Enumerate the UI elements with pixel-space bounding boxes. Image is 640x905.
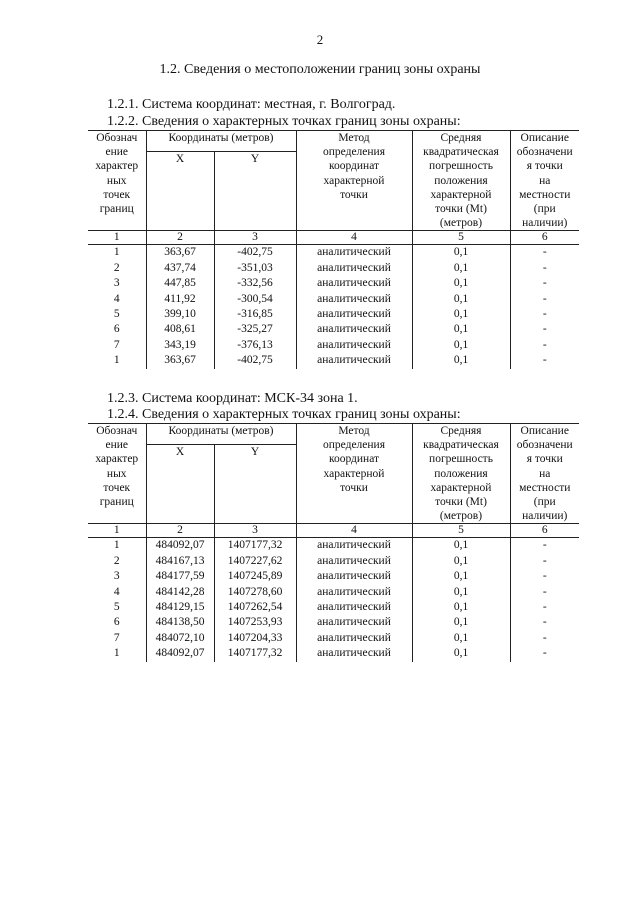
header-line: Описание (520, 425, 569, 437)
cell-x: 411,92 (146, 292, 214, 307)
cell-desc: - (542, 261, 547, 274)
cell-err: 0,1 (412, 261, 510, 276)
column-number: 1 (88, 524, 146, 538)
cell-n: 4 (88, 292, 146, 307)
cell-x: 484167,13 (146, 554, 214, 569)
cell-desc: - (542, 631, 547, 644)
header-line: границ (99, 203, 134, 216)
header-line: ных (106, 467, 127, 480)
header-line: точки (Mt) (435, 496, 487, 509)
header-line: погрешность (429, 453, 493, 466)
cell-x: 484092,07 (146, 538, 214, 554)
header-line: определения (322, 146, 385, 159)
column-number: 3 (214, 231, 296, 245)
cell-method: аналитический (296, 615, 412, 630)
cell-y: -402,75 (214, 245, 296, 261)
header-line: координат (328, 453, 380, 466)
header-line: точки (Mt) (435, 203, 487, 216)
header-line: я точки (526, 453, 563, 466)
cell-method: аналитический (296, 292, 412, 307)
table-row (88, 600, 579, 615)
cell-x: 363,67 (146, 353, 214, 368)
cell-desc: - (542, 292, 547, 305)
cell-method: аналитический (296, 322, 412, 337)
cell-y: 1407204,33 (214, 631, 296, 646)
column-number: 2 (146, 231, 214, 245)
cell-method: аналитический (296, 554, 412, 569)
header-line: наличии) (522, 510, 568, 523)
header-line: характер (95, 453, 139, 466)
cell-err: 0,1 (412, 615, 510, 630)
header-line: точки (340, 188, 368, 201)
header-line: (при (533, 496, 556, 509)
table-row (88, 338, 579, 353)
header-line: Метод (338, 132, 370, 144)
cell-x: 484138,50 (146, 615, 214, 630)
table-row (88, 322, 579, 337)
cell-x: 484177,59 (146, 569, 214, 584)
cell-err: 0,1 (412, 554, 510, 569)
header-line: характер (95, 160, 139, 173)
column-number: 3 (214, 524, 296, 538)
cell-x: 447,85 (146, 276, 214, 291)
cell-n: 7 (88, 631, 146, 646)
cell-x: 484072,10 (146, 631, 214, 646)
cell-err: 0,1 (412, 538, 510, 554)
cell-n: 1 (88, 538, 146, 554)
table-row (88, 353, 579, 368)
cell-desc: - (542, 277, 547, 290)
column-number: 5 (412, 231, 510, 245)
header-line: на (539, 174, 551, 187)
cell-method: аналитический (296, 631, 412, 646)
header-x-spacer (146, 172, 214, 231)
header-line: Метод (338, 425, 370, 437)
cell-err: 0,1 (412, 585, 510, 600)
header-line: характерной (430, 188, 492, 201)
table-row (88, 307, 579, 322)
header-line: координат (328, 160, 380, 173)
cell-method: аналитический (296, 600, 412, 615)
header-line: на (539, 467, 551, 480)
cell-desc: - (542, 616, 547, 629)
cell-desc: - (542, 570, 547, 583)
cell-err: 0,1 (412, 646, 510, 661)
points-heading-1: 1.2.2. Сведения о характерных точках границ зоны охраны: (107, 114, 461, 129)
header-description (510, 424, 579, 524)
cell-x: 484092,07 (146, 646, 214, 661)
header-line: характерной (430, 481, 492, 494)
header-line: (метров) (439, 217, 483, 230)
cell-desc: - (542, 554, 547, 567)
column-number: 1 (88, 231, 146, 245)
cell-n: 2 (88, 554, 146, 569)
cell-y: -325,27 (214, 322, 296, 337)
header-line: наличии) (522, 217, 568, 230)
cell-desc: - (542, 647, 547, 660)
table-row (88, 538, 579, 554)
cell-y: -402,75 (214, 353, 296, 368)
table-row (88, 245, 579, 261)
cell-method: аналитический (296, 569, 412, 584)
header-line: местности (519, 481, 571, 494)
header-line: положения (434, 174, 488, 187)
cell-err: 0,1 (412, 569, 510, 584)
cell-desc: - (542, 585, 547, 598)
cell-x: 343,19 (146, 338, 214, 353)
column-number: 4 (296, 231, 412, 245)
table-row (88, 261, 579, 276)
column-number: 6 (510, 231, 579, 245)
header-x: X (146, 152, 214, 173)
table-row (88, 276, 579, 291)
cell-n: 6 (88, 322, 146, 337)
cell-x: 399,10 (146, 307, 214, 322)
table-row (88, 569, 579, 584)
header-error (412, 424, 510, 524)
header-line: ение (105, 146, 129, 159)
cell-x: 484129,15 (146, 600, 214, 615)
header-line: обозначени (516, 146, 573, 159)
cell-err: 0,1 (412, 322, 510, 337)
coordinates-table-1 (88, 130, 579, 369)
cell-method: аналитический (296, 307, 412, 322)
cell-method: аналитический (296, 353, 412, 368)
cell-n: 1 (88, 245, 146, 261)
cell-method: аналитический (296, 276, 412, 291)
cell-method: аналитический (296, 646, 412, 661)
header-line: квадратическая (423, 146, 499, 159)
header-line: Описание (520, 132, 569, 144)
cell-x: 408,61 (146, 322, 214, 337)
cell-method: аналитический (296, 338, 412, 353)
cell-y: -316,85 (214, 307, 296, 322)
cell-y: 1407177,32 (214, 538, 296, 554)
header-method (296, 424, 412, 524)
header-designation (88, 131, 146, 231)
header-y: Y (214, 445, 296, 466)
cell-err: 0,1 (412, 292, 510, 307)
table-row (88, 615, 579, 630)
coordinate-system-1: 1.2.1. Система координат: местная, г. Волгоград. (107, 97, 396, 112)
cell-n: 6 (88, 615, 146, 630)
cell-n: 5 (88, 307, 146, 322)
cell-y: 1407253,93 (214, 615, 296, 630)
cell-y: 1407227,62 (214, 554, 296, 569)
cell-err: 0,1 (412, 338, 510, 353)
table-row (88, 292, 579, 307)
cell-y: 1407177,32 (214, 646, 296, 661)
cell-x: 363,67 (146, 245, 214, 261)
header-x: X (146, 445, 214, 466)
table-row (88, 585, 579, 600)
header-line: ение (105, 439, 129, 452)
header-line: характерной (323, 174, 385, 187)
header-coordinates: Координаты (метров) (146, 424, 296, 445)
header-line: положения (434, 467, 488, 480)
header-line: квадратическая (423, 439, 499, 452)
header-coordinates: Координаты (метров) (146, 131, 296, 152)
cell-err: 0,1 (412, 600, 510, 615)
cell-method: аналитический (296, 538, 412, 554)
header-line: точек (103, 188, 131, 201)
cell-y: -351,03 (214, 261, 296, 276)
header-y: Y (214, 152, 296, 173)
header-x-spacer (146, 465, 214, 524)
header-line: Обознач (96, 132, 138, 144)
header-line: я точки (526, 160, 563, 173)
cell-desc: - (542, 246, 547, 259)
cell-n: 2 (88, 261, 146, 276)
header-description (510, 131, 579, 231)
header-designation (88, 424, 146, 524)
cell-n: 7 (88, 338, 146, 353)
cell-n: 4 (88, 585, 146, 600)
cell-x: 437,74 (146, 261, 214, 276)
cell-err: 0,1 (412, 307, 510, 322)
cell-err: 0,1 (412, 245, 510, 261)
cell-desc: - (542, 601, 547, 614)
header-line: Средняя (440, 425, 482, 437)
header-line: Обознач (96, 425, 138, 437)
header-error (412, 131, 510, 231)
table-row (88, 554, 579, 569)
cell-n: 1 (88, 353, 146, 368)
header-line: точек (103, 481, 131, 494)
cell-y: 1407245,89 (214, 569, 296, 584)
cell-y: 1407278,60 (214, 585, 296, 600)
cell-method: аналитический (296, 585, 412, 600)
header-y-spacer (214, 465, 296, 524)
cell-n: 5 (88, 600, 146, 615)
page-title: 1.2. Сведения о местоположении границ зоны охраны (159, 62, 481, 77)
header-method (296, 131, 412, 231)
header-line: определения (322, 439, 385, 452)
cell-y: -376,13 (214, 338, 296, 353)
header-line: Средняя (440, 132, 482, 144)
header-line: (при (533, 203, 556, 216)
cell-desc: - (542, 308, 547, 321)
column-number: 5 (412, 524, 510, 538)
header-y-spacer (214, 172, 296, 231)
header-line: обозначени (516, 439, 573, 452)
column-number: 6 (510, 524, 579, 538)
header-line: точки (340, 481, 368, 494)
cell-method: аналитический (296, 261, 412, 276)
cell-err: 0,1 (412, 631, 510, 646)
header-line: местности (519, 188, 571, 201)
coordinate-system-2: 1.2.3. Система координат: МСК-34 зона 1. (107, 391, 358, 406)
cell-y: 1407262,54 (214, 600, 296, 615)
coordinates-table-2 (88, 423, 579, 662)
header-line: характерной (323, 467, 385, 480)
cell-desc: - (542, 539, 547, 552)
cell-x: 484142,28 (146, 585, 214, 600)
table-row (88, 631, 579, 646)
cell-desc: - (542, 323, 547, 336)
cell-n: 3 (88, 276, 146, 291)
header-line: (метров) (439, 510, 483, 523)
cell-n: 1 (88, 646, 146, 661)
table-row (88, 646, 579, 661)
column-number: 2 (146, 524, 214, 538)
page-number: 2 (316, 32, 324, 47)
header-line: погрешность (429, 160, 493, 173)
header-line: ных (106, 174, 127, 187)
header-line: границ (99, 496, 134, 509)
cell-method: аналитический (296, 245, 412, 261)
cell-y: -300,54 (214, 292, 296, 307)
column-number: 4 (296, 524, 412, 538)
cell-desc: - (542, 338, 547, 351)
cell-err: 0,1 (412, 276, 510, 291)
cell-n: 3 (88, 569, 146, 584)
cell-desc: - (542, 354, 547, 367)
cell-y: -332,56 (214, 276, 296, 291)
cell-err: 0,1 (412, 353, 510, 368)
points-heading-2: 1.2.4. Сведения о характерных точках границ зоны охраны: (107, 407, 461, 422)
